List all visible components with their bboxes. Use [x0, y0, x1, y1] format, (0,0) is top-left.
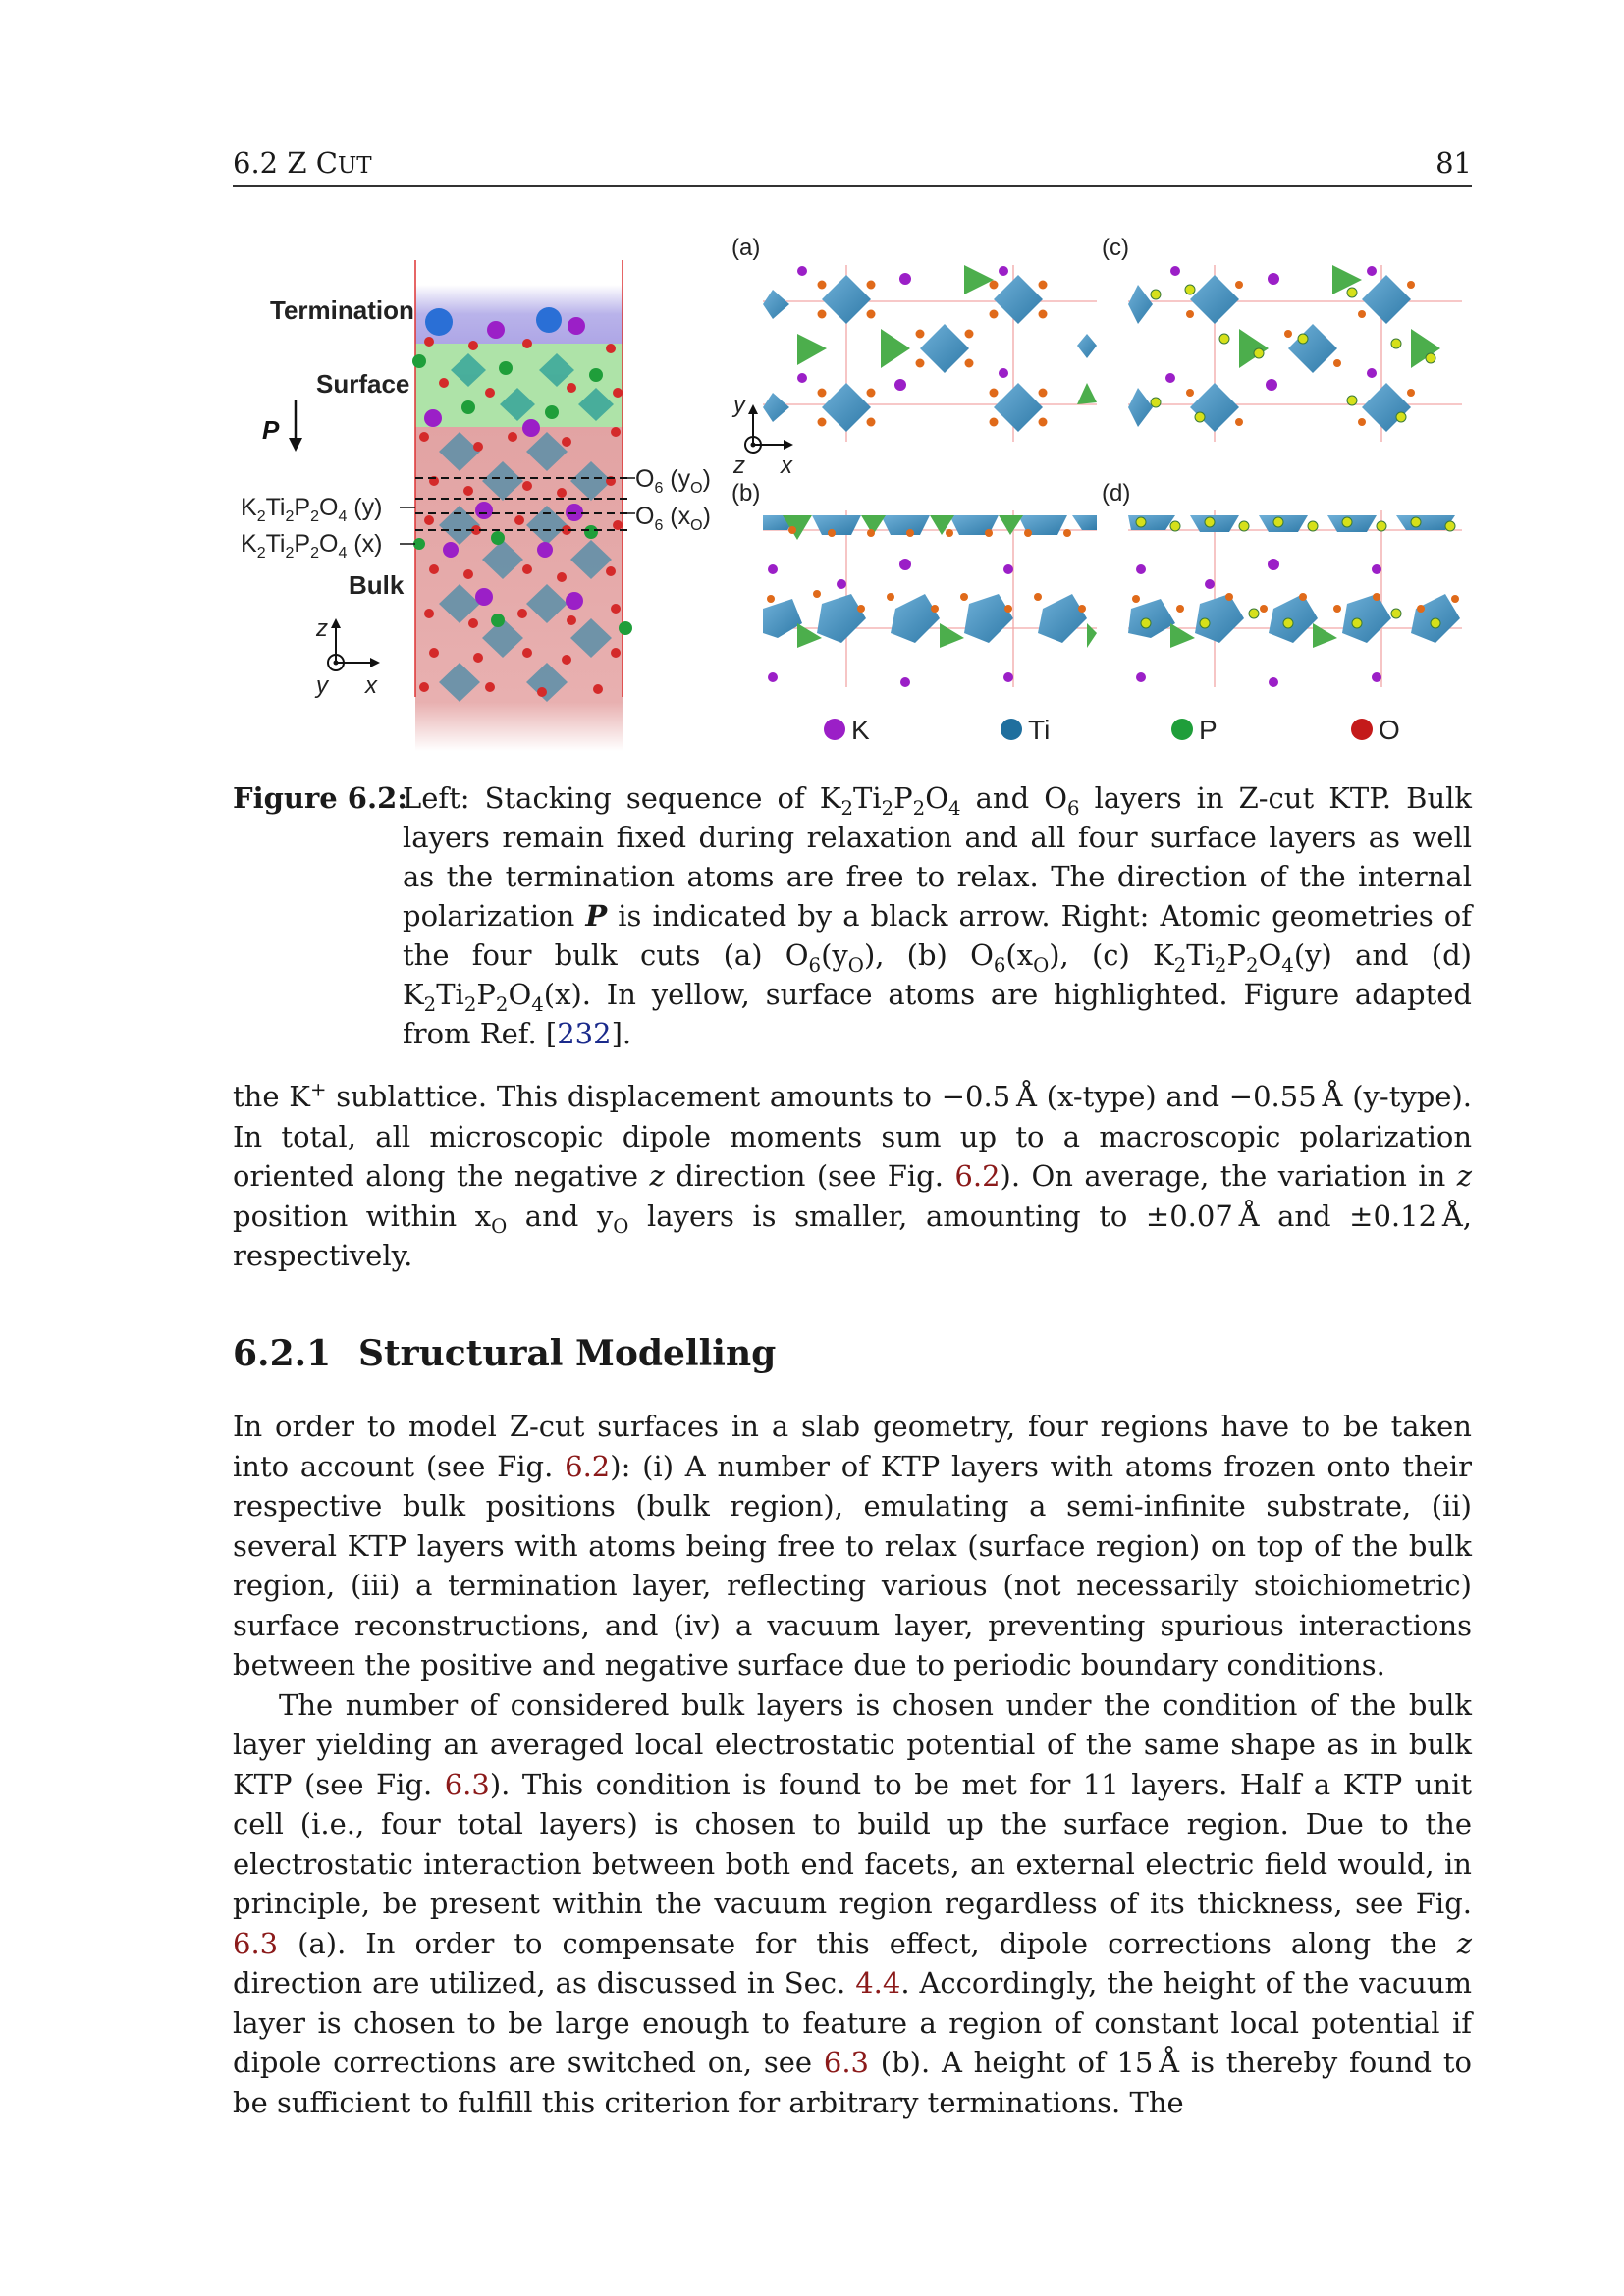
panel-c-structure: [1128, 265, 1462, 442]
axis-left-y: y: [316, 672, 328, 699]
slab-diagram: [400, 260, 632, 751]
subsection-heading: [233, 1330, 1472, 1377]
page-number: 81: [1435, 146, 1472, 180]
figure-caption: [233, 778, 1472, 1053]
label-bulk: Bulk: [349, 570, 405, 600]
figure-graphic: [233, 236, 1472, 756]
polarization-arrow: [289, 400, 302, 452]
legend: [824, 715, 1400, 745]
section-ref-4-4[interactable]: 4.4: [855, 1966, 901, 2000]
legend-swatch-ti: [1001, 719, 1022, 740]
legend-label-ti: Ti: [1028, 715, 1051, 745]
legend-label-p: P: [1199, 715, 1218, 745]
label-polarization: P: [262, 415, 280, 445]
header-section-title: 6.2 Z CUT: [233, 146, 372, 180]
panel-a-structure: [763, 265, 1097, 442]
label-surface: Surface: [316, 369, 410, 399]
paragraph-2: In order to model Z-cut surfaces in a slab geometry, four regions have to be taken into account (see Fig. 6.2): (i) A number of KTP layers with atoms frozen onto their respective bulk positions (bulk region), emulating a semi-infinite substrate, (ii) several KTP layers with atoms being free to relax (surface region) on top of the bulk region, (iii) a termination layer, reflecting various (not necessarily stoichiometric) surface reconstructions, and (iv) a vacuum layer, preventing spurious interactions between the positive and negative surface due to periodic boundary conditions.: [233, 1410, 1473, 1682]
axes-right: [745, 412, 785, 453]
paragraph-3: The number of considered bulk layers is chosen under the condition of the bulk layer yielding an averaged local electrostatic potential of the same shape as in bulk KTP (see Fig. 6.3). This condition is found to be met for 11 layers. Half a KTP unit cell (i.e., four total layers) is chosen to build up the surface region. Due to the electrostatic interaction between both end facets, an external electric field would, in principle, be present within the vacuum region regardless of its thickness, see Fig. 6.3 (a). In order to compensate for this effect, dipole corrections along the z direction are utilized, as discussed in Sec. 4.4. Accordingly, the height of the vacuum layer is chosen to be large enough to feature a region of constant local potential if dipole corrections are switched on, see 6.3 (b). A height of 15 Å is thereby found to be sufficient to fulfill this criterion for arbitrary terminations. The: [233, 1687, 1473, 2119]
label-o6-x: $O_6$ $(x_O)$: [635, 503, 711, 534]
panel-b-label: (b): [731, 480, 761, 507]
axis-right-z: z: [733, 453, 745, 479]
body-section-6-2-1: [233, 1407, 1472, 2122]
legend-swatch-p: [1171, 719, 1193, 740]
figure-ref-6-2-b[interactable]: 6.2: [565, 1449, 611, 1483]
citation-link-232[interactable]: 232: [557, 1017, 612, 1050]
figure-ref-6-2[interactable]: 6.2: [954, 1159, 1001, 1193]
legend-label-o: O: [1379, 715, 1400, 745]
caption-text: Left: Stacking sequence of $K_2Ti_2P_2O_4$ and $O_6$ layers in Z-cut KTP. Bulk layers remain fixed during relaxation and all four surface layers as well as the termination atoms are free to relax. The direction of the internal polarization P is indicated by a black arrow. Right: Atomic geometries of the four bulk cuts (a) $O_6(y_O)$, (b) $O_6(x_O)$, (c) $K_2Ti_2P_2O_4(y)$ and (d) $K_2Ti_2P_2O_4(x)$. In yellow, surface atoms are highlighted. Figure adapted from Ref. [232].: [403, 781, 1473, 1050]
axis-left-z: z: [316, 615, 328, 642]
header-rule: [233, 185, 1472, 187]
panel-b-structure: [763, 510, 1097, 687]
label-layer-x: $K_2Ti_2P_2O_4$ (x): [241, 530, 383, 561]
axis-right-x: x: [781, 453, 792, 479]
panel-c-label: (c): [1102, 236, 1129, 261]
legend-swatch-k: [824, 719, 845, 740]
figure-ref-6-3-b[interactable]: 6.3: [233, 1926, 279, 1960]
axis-right-y: y: [733, 392, 745, 418]
legend-label-k: K: [851, 715, 870, 745]
figure-6-2: [233, 236, 1472, 756]
panel-a-label: (a): [731, 236, 761, 261]
figure-ref-6-3-a[interactable]: 6.3: [444, 1767, 490, 1801]
subsection-title: Structural Modelling: [358, 1333, 777, 1374]
panel-d-label: (d): [1102, 480, 1131, 507]
figure-ref-6-3-c[interactable]: 6.3: [823, 2046, 869, 2079]
panel-d-structure: [1128, 510, 1462, 687]
caption-label: Figure 6.2:: [233, 781, 407, 815]
label-o6-y: $O_6$ $(y_O)$: [635, 465, 711, 497]
legend-swatch-o: [1351, 719, 1373, 740]
subsection-number: 6.2.1: [233, 1333, 332, 1374]
paragraph-1: the K+ sublattice. This displacement amounts to −0.5 Å (x-type) and −0.55 Å (y-type). In total, all microscopic dipole moments sum up to a macroscopic polarization oriented along the negative z direction (see Fig. 6.2). On average, the variation in z position within $x_O$ and $y_O$ layers is smaller, amounting to ±0.07 Å and ±0.12 Å, respectively.: [233, 1078, 1472, 1272]
label-layer-y: $K_2Ti_2P_2O_4$ (y): [241, 494, 383, 525]
axis-left-x: x: [365, 672, 377, 699]
label-termination: Termination: [270, 295, 414, 325]
